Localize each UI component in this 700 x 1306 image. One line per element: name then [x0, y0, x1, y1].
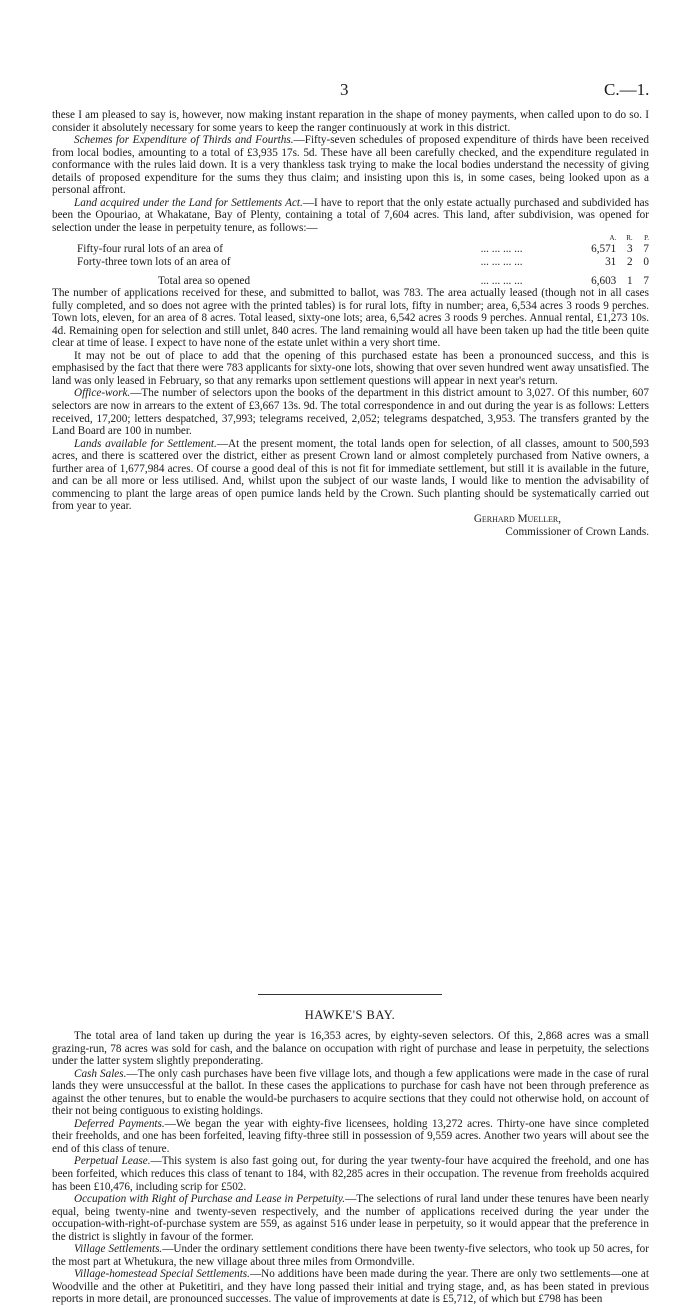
- paragraph-heading: Perpetual Lease.: [74, 1155, 151, 1168]
- paragraph-body: —At the present moment, the total lands open for selection, of all classes, amount to 500,593 acres, and there is scattered over the district, either as present Crown land or almost completely purchased from Native owners, a further area of 1,677,984 acres. Of course a good deal of this is not fit for immediate settlement, but still it is available in the future, and can be all more or less utilised. And, whilst upon the subject of our waste lands, I would like to mention the advisability of commencing to plant the large areas of open pumice lands held by the Crown. Such planting should be systematically carried out from year to year.: [52, 437, 649, 513]
- paragraph-village-settlements: [52, 1243, 649, 1268]
- paragraph-applications: The number of applications received for these, and submitted to ballot, was 783. The area actually leased (though not in all cases fully completed, and so does not agree with the printed tables) is for rural lots, fifty in number; area, 6,534 acres 3 roods 9 perches. Town lots, eleven, for an area of 8 acres. Total leased, sixty-one lots; area, 6,542 acres 3 roods 9 perches. Annual rental, £1,273 10s. 4d. Remaining open for selection and still unlet, 840 acres. The land remaining would all have been taken up had the title been quite clear at time of lease. I expect to have none of the estate unlet within a very short time.: [52, 287, 649, 350]
- paragraph-body: —The only cash purchases have been five village lots, and though a few applications were made in the case of rural lands they were unsuccessful at the ballot. In these cases the applications to purchase for cash have not been through preference as against the other tenures, but to enable the would-be purchasers to acquire sections that they could not otherwise hold, on account of their not being contiguous to existing holdings.: [52, 1067, 649, 1118]
- paragraph-body: —Fifty-seven schedules of proposed expenditure of thirds have been received from local bodies, amounting to a total of £3,935 17s. 5d. These have all been carefully checked, and the expenditure regulated in conformance with the rules laid down. It is a very thankless task trying to make the local bodies understand the necessity of giving details of proposed expenditure for the sums they thus claim; and insisting upon this is, in some cases, being looked upon as a personal affront.: [52, 134, 649, 197]
- paragraph-continuation: these I am pleased to say is, however, now making instant reparation in the shape of money payments, when called upon to do so. I consider it absolutely necessary for some years to keep the ranger continuously at work in this district.: [52, 109, 649, 134]
- section-title: HAWKE'S BAY.: [304, 1008, 396, 1022]
- paragraph-body: —The selections of rural land under these tenures have been nearly equal, being twenty-nine and twenty-seven respectively, and the number of applications received during the year under the occupation-with-right-of-purchase system are 559, as against 516 under lease in perpetuity, so it would appear that the preference in the district is slightly in favour of the former.: [52, 1193, 650, 1243]
- paragraph-purchased-estate: It may not be out of place to add that the opening of this purchased estate has been a pronounced success, and this is emphasised by the fact that there were 783 applicants for sixty-one lots, showing that over seven hundred went away unsatisfied. The land was only leased in February, so that any remarks upon settlement questions will appear in next year's return.: [52, 349, 649, 387]
- total-label: Total area so opened: [158, 274, 251, 287]
- page-number: 3: [340, 80, 349, 99]
- total-perches: 7: [643, 274, 649, 287]
- document-reference: C.—1.: [604, 80, 650, 99]
- total-acres: 6,603: [591, 274, 617, 287]
- signature-title: Commissioner of Crown Lands.: [505, 525, 649, 538]
- area-table-header: [52, 234, 649, 243]
- total-roods: 1: [627, 274, 633, 287]
- paragraph-village-homestead: [52, 1268, 649, 1306]
- area-table-total-row: [52, 275, 649, 288]
- row-leader-dots: ... ... ... ...: [480, 256, 523, 269]
- paragraph-body: —Under the ordinary settlement conditions there have been twenty-five selectors, who took up 50 acres, for the most part at Whetukura, the new village about three miles from Ormondville.: [52, 1243, 649, 1268]
- acres-column-header: A.: [609, 234, 617, 243]
- paragraph-body: —This system is also fast going out, for during the year twenty-four have acquired the freehold, and one has been forfeited, which reduces this class of tenant to 184, with 82,285 acres in their occupation. The revenue from freeholds acquired has been £10,476, including scrip for £502.: [52, 1155, 650, 1193]
- row-leader-dots: ... ... ... ...: [480, 243, 523, 256]
- paragraph-heading: Schemes for Expenditure of Thirds and Fourths.: [74, 134, 294, 147]
- row-label: Fifty-four rural lots of an area of: [77, 243, 224, 256]
- row-label: Forty-three town lots of an area of: [77, 256, 231, 269]
- paragraph-heading: Village-homestead Special Settlements.: [74, 1268, 250, 1281]
- paragraph-heading: Cash Sales.: [74, 1067, 127, 1080]
- paragraph-lands-available: [52, 438, 649, 513]
- section-divider: [258, 994, 442, 995]
- paragraph-heading: Land acquired under the Land for Settlements Act.: [74, 196, 303, 209]
- area-table-row: [52, 256, 649, 269]
- paragraph-heading: Office-work.: [74, 387, 131, 400]
- paragraph-office-work: [52, 387, 649, 437]
- paragraph-deferred-payments: [52, 1118, 649, 1156]
- paragraph-body: —No additions have been made during the year. There are only two settlements—one at Woodville and the other at Puketitiri, and they have long passed their initial and trying stage, and, as has been stated in previous reports in more detail, are pronounced successes. The value of improvements at date is £5,712, of which but £798 has been: [52, 1268, 649, 1306]
- report-section-hawkes-bay: [52, 1030, 649, 1306]
- paragraph-heading: Village Settlements.: [74, 1243, 163, 1256]
- area-table-row: [52, 243, 649, 256]
- report-section-bay-of-plenty: [52, 109, 649, 538]
- paragraph-perpetual-lease: [52, 1155, 649, 1193]
- paragraph-cash-sales: [52, 1068, 649, 1118]
- row-roods: 3: [627, 243, 633, 256]
- paragraph-land-acquired: [52, 197, 649, 235]
- area-table: [52, 234, 649, 287]
- row-roods: 2: [627, 256, 633, 269]
- row-perches: 0: [643, 256, 649, 269]
- row-acres: 31: [605, 256, 617, 269]
- paragraph-heading: Deferred Payments.: [74, 1117, 165, 1130]
- signature-name: Gerhard Mueller,: [473, 512, 561, 525]
- perches-column-header: P.: [644, 234, 649, 243]
- paragraph-body: —We began the year with eighty-five licensees, holding 13,272 acres. Thirty-one have since completed their freeholds, and one has been forfeited, leaving fifty-three still in possession of 9,559 acres. Another two years will about see the end of this class of tenure.: [52, 1117, 649, 1155]
- paragraph-total-area: The total area of land taken up during the year is 16,353 acres, by eighty-seven selectors. Of this, 2,868 acres was a small grazing-run, 78 acres was sold for cash, and the balance on occupation with right of purchase and lease in perpetuity, the selections under the latter system slightly preponderating.: [52, 1030, 649, 1068]
- roods-column-header: R.: [626, 234, 633, 243]
- paragraph-heading: Lands available for Settlement.: [74, 437, 217, 450]
- paragraph-body: —The number of selectors upon the books of the department in this district amount to 3,027. Of this number, 607 selectors are now in arrears to the extent of £3,667 13s. 9d. The total correspondence in and out during the year is as follows: Letters received, 17,200; letters despatched, 37,993; telegrams received, 2,052; telegrams despatched, 3,953. The transfers granted by the Land Board are 100 in number.: [52, 387, 649, 438]
- paragraph-occupation-right-purchase: [52, 1193, 649, 1243]
- row-perches: 7: [643, 243, 649, 256]
- signature-block: [52, 513, 649, 538]
- row-acres: 6,571: [591, 243, 617, 256]
- paragraph-schemes-expenditure: [52, 134, 649, 197]
- paragraph-heading: Occupation with Right of Purchase and Lease in Perpetuity.: [74, 1193, 346, 1206]
- total-leader-dots: ... ... ... ...: [480, 274, 523, 287]
- paragraph-body: —I have to report that the only estate actually purchased and subdivided has been the Opouriao, at Whakatane, Bay of Plenty, containing a total of 7,604 acres. This land, after subdivision, was opened for selection under the lease in perpetuity tenure, as follows:—: [52, 196, 649, 234]
